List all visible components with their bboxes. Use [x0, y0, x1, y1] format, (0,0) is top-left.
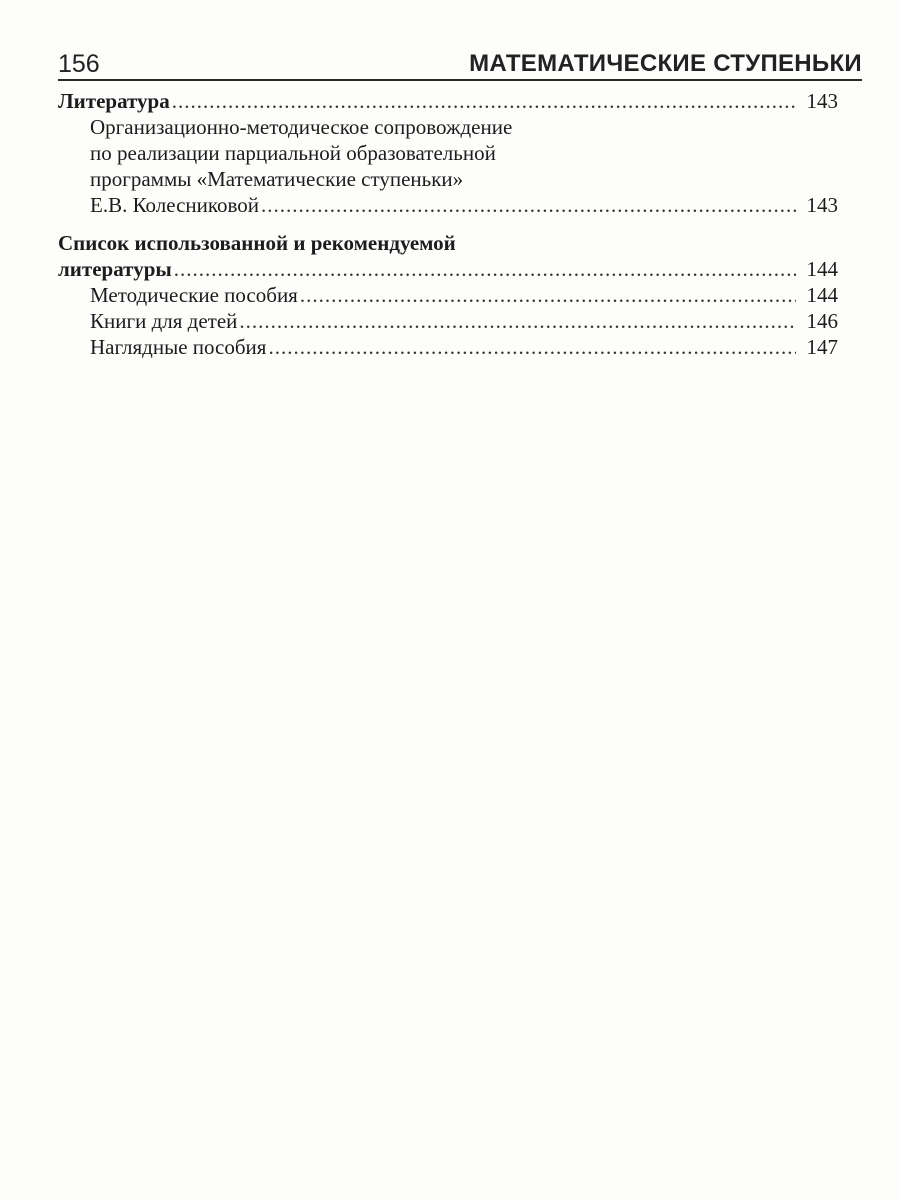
toc-subentry-title: Наглядные пособия	[90, 335, 267, 359]
toc-subentry-visual-aids	[90, 334, 838, 360]
toc-subentry-line: по реализации парциальной образовательной	[90, 141, 496, 165]
page-number: 156	[58, 50, 100, 78]
toc-subentry-children-books	[90, 308, 838, 334]
toc-leader-dots	[172, 88, 796, 114]
toc-entry-references	[58, 256, 838, 282]
table-of-contents	[58, 88, 838, 360]
toc-subentry-author: Е.В. Колесниковой	[90, 193, 260, 217]
toc-entry-page: 144	[806, 283, 838, 307]
toc-subentry-title: Методические пособия	[90, 283, 298, 307]
toc-entry-page: 143	[806, 193, 838, 217]
toc-subentry-line: Организационно-методическое сопровождение	[90, 115, 513, 139]
toc-subentries	[58, 282, 838, 360]
toc-leader-dots	[300, 282, 796, 308]
running-header	[58, 44, 862, 78]
toc-subentry-support	[58, 114, 838, 218]
running-title: МАТЕМАТИЧЕСКИЕ СТУПЕНЬКИ	[469, 50, 862, 77]
toc-leader-dots	[261, 192, 796, 218]
toc-entry-page: 146	[806, 309, 838, 333]
toc-subentry-title: Книги для детей	[90, 309, 238, 333]
toc-entry-page: 143	[806, 89, 838, 113]
toc-entry-title: Литература	[58, 89, 170, 113]
toc-subentry-methodical	[90, 282, 838, 308]
toc-section-references	[58, 230, 838, 360]
header-rule	[58, 79, 862, 81]
toc-entry-literature	[58, 88, 838, 114]
toc-leader-dots	[174, 256, 796, 282]
toc-leader-dots	[239, 308, 796, 334]
toc-section-literature	[58, 88, 838, 218]
toc-entry-page: 144	[806, 257, 838, 281]
toc-subentry-line: программы «Математические ступеньки»	[90, 167, 464, 191]
toc-entry-title: литературы	[58, 257, 172, 281]
toc-subentry-last-line	[90, 192, 838, 218]
toc-entry-page: 147	[806, 335, 838, 359]
toc-leader-dots	[268, 334, 796, 360]
toc-entry-title-line: Список использованной и рекомендуемой	[58, 231, 456, 255]
